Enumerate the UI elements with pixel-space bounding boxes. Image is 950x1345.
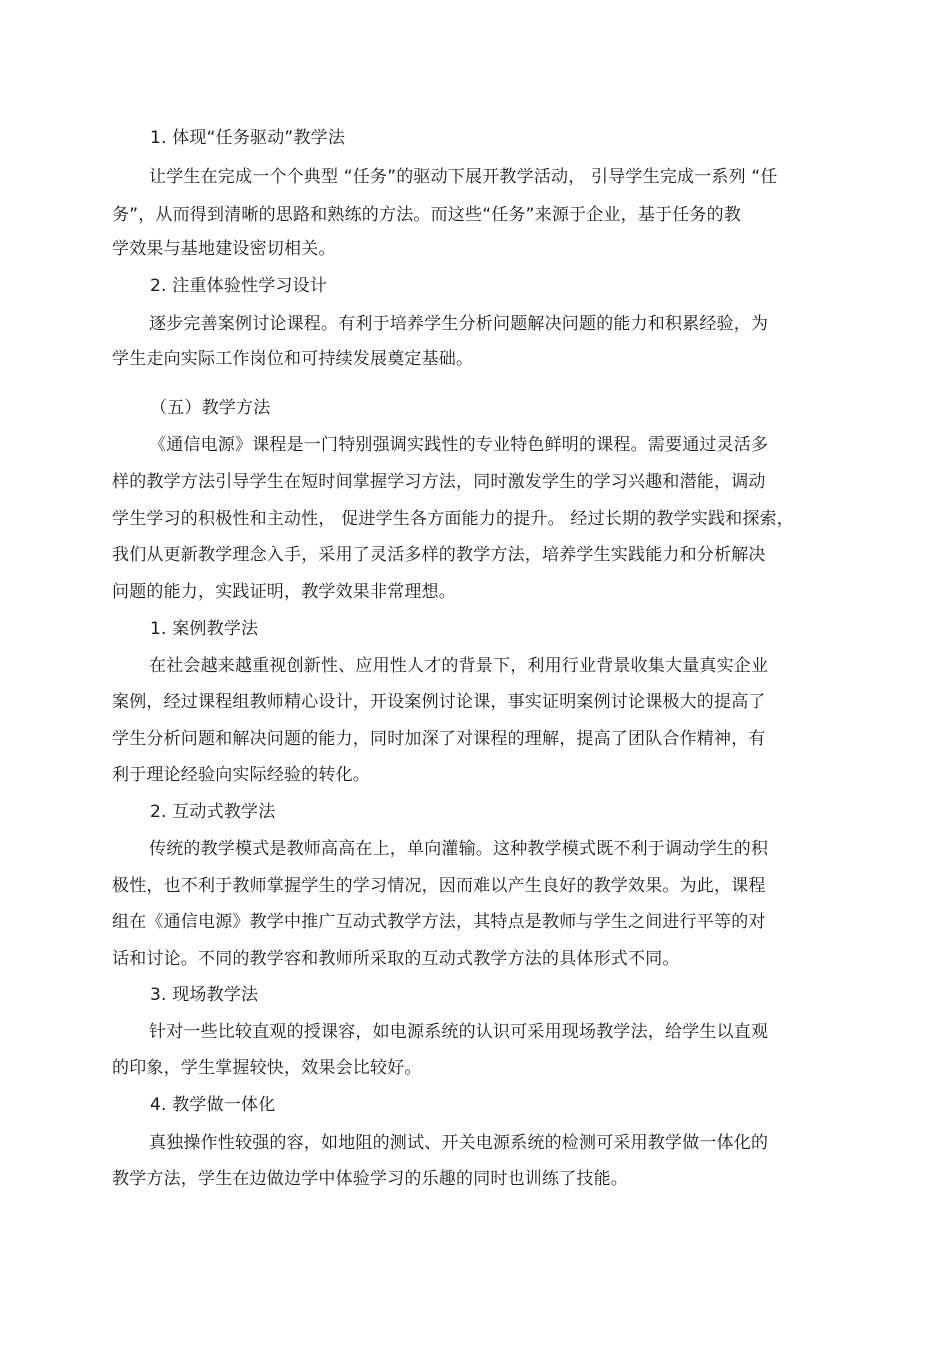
paragraph-line: 务”，从而得到清晰的思路和熟练的方法。而这些“任务”来源于企业，基于任务的教 [112,205,742,225]
paragraph-line: 学生走向实际工作岗位和可持续发展奠定基础。 [112,349,474,369]
heading-case-teaching: 1. 案例教学法 [150,619,259,639]
heading-onsite: 3. 现场教学法 [150,985,259,1005]
paragraph-line: 学效果与基地建设密切相关。 [112,239,336,259]
paragraph-line: 样的教学方法引导学生在短时间掌握学习方法，同时激发学生的学习兴趣和潜能，调动 [112,472,766,492]
section-heading-methods: （五）教学方法 [150,398,271,418]
paragraph-line: 问题的能力，实践证明，教学效果非常理想。 [112,582,456,602]
paragraph-line: 《通信电源》课程是一门特别强调实践性的专业特色鲜明的课程。需要通过灵活多 [149,435,769,455]
heading-integrated: 4. 教学做一体化 [150,1095,276,1115]
paragraph-line: 让学生在完成一个个典型 “任务”的驱动下展开教学活动， 引导学生完成一系列 “任 [149,167,778,187]
paragraph-line: 真独操作性较强的容，如地阻的测试、开关电源系统的检测可采用教学做一体化的 [149,1133,769,1153]
paragraph-line: 学生分析问题和解决问题的能力，同时加深了对课程的理解，提高了团队合作精神，有 [112,729,766,749]
paragraph-line: 在社会越来越重视创新性、应用性人才的背景下，利用行业背景收集大量真实企业 [149,656,769,676]
paragraph-line: 传统的教学模式是教师高高在上，单向灌输。这种教学模式既不利于调动学生的积 [149,839,769,859]
paragraph-line: 话和讨论。不同的教学容和教师所采取的互动式教学方法的具体形式不同。 [112,949,680,969]
heading-interactive: 2. 互动式教学法 [150,802,276,822]
heading-task-driven: 1. 体现“任务驱动”教学法 [150,128,346,148]
paragraph-line: 教学方法，学生在边做边学中体验学习的乐趣的同时也训练了技能。 [112,1169,628,1189]
paragraph-line: 案例，经过课程组教师精心设计，开设案例讨论课，事实证明案例讨论课极大的提高了 [112,692,766,712]
heading-experiential: 2. 注重体验性学习设计 [150,276,328,296]
paragraph-line: 逐步完善案例讨论课程。有利于培养学生分析问题解决问题的能力和积累经验，为 [149,314,769,334]
paragraph-line: 组在《通信电源》教学中推广互动式教学方法，其特点是教师与学生之间进行平等的对 [112,912,766,932]
paragraph-line: 利于理论经验向实际经验的转化。 [112,765,370,785]
paragraph-line: 的印象，学生掌握较快，效果会比较好。 [112,1058,422,1078]
paragraph-line: 极性，也不利于教师掌握学生的学习情况，因而难以产生良好的教学效果。为此，课程 [112,876,766,896]
paragraph-line: 学生学习的积极性和主动性， 促进学生各方面能力的提升。 经过长期的教学实践和探索， [112,509,795,529]
paragraph-line: 我们从更新教学理念入手，采用了灵活多样的教学方法，培养学生实践能力和分析解决 [112,545,766,565]
paragraph-line: 针对一些比较直观的授课容，如电源系统的认识可采用现场教学法，给学生以直观 [149,1022,769,1042]
